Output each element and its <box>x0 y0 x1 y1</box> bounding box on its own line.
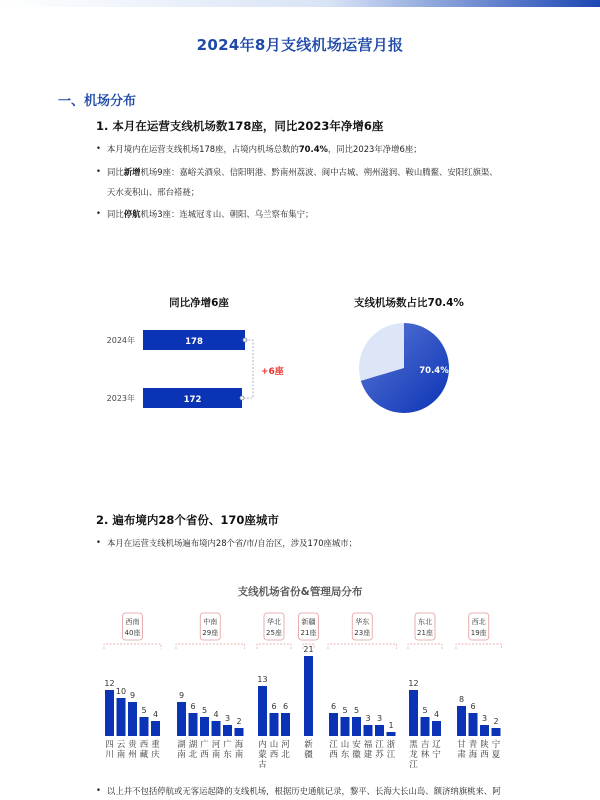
growth-diff-label: +6座 <box>261 367 284 377</box>
province-bar <box>469 713 478 736</box>
province-bar <box>128 702 137 736</box>
province-name-label: 广东 <box>223 740 232 760</box>
province-bar <box>105 690 114 736</box>
section-heading-distribution: 一、机场分布 <box>58 94 137 109</box>
province-value-label: 4 <box>152 710 159 719</box>
region-bracket <box>176 644 245 649</box>
province-name-label: 宁夏 <box>491 740 501 760</box>
region-bracket <box>408 644 442 649</box>
province-bar <box>329 713 338 736</box>
province-name-label: 江苏 <box>375 740 384 760</box>
province-name-label: 广西 <box>200 740 209 760</box>
region-name-label: 中南 <box>203 618 218 626</box>
province-bar <box>409 690 418 736</box>
province-distribution-chart <box>0 578 600 778</box>
province-name-label: 新疆 <box>304 740 313 760</box>
province-bar <box>212 721 221 736</box>
province-name-label: 青海 <box>468 740 478 760</box>
province-name-label: 山西 <box>269 740 279 760</box>
region-name-label: 新疆 <box>301 618 316 626</box>
province-name-label: 山东 <box>340 740 350 760</box>
province-name-label: 云南 <box>116 740 126 760</box>
province-value-label: 5 <box>353 706 360 715</box>
province-value-label: 6 <box>271 702 277 711</box>
province-name-label: 陕西 <box>480 740 489 760</box>
pie-value-label: 70.4% <box>419 366 449 376</box>
province-bar <box>352 717 361 736</box>
province-bar <box>200 717 209 736</box>
province-value-label: 6 <box>330 702 337 711</box>
province-bar <box>281 713 290 736</box>
province-bar <box>375 725 384 736</box>
province-bar <box>117 698 126 736</box>
region-total-label: 25座 <box>266 629 282 637</box>
province-value-label: 2 <box>493 717 499 726</box>
province-value-label: 1 <box>388 721 394 730</box>
region-total-label: 19座 <box>470 629 487 637</box>
region-bracket <box>328 644 397 649</box>
province-bar <box>189 713 198 736</box>
top-decoration-stripe <box>0 0 600 14</box>
region-bracket <box>104 644 161 649</box>
province-value-label: 8 <box>458 695 465 704</box>
province-value-label: 10 <box>115 687 127 696</box>
province-value-label: 9 <box>178 691 185 700</box>
region-bracket <box>456 644 502 649</box>
province-value-label: 5 <box>422 706 428 715</box>
province-bar <box>235 728 244 736</box>
province-name-label: 吉林 <box>420 740 430 760</box>
region-total-label: 29座 <box>202 629 219 637</box>
province-value-label: 12 <box>408 679 419 688</box>
province-bar <box>140 717 149 736</box>
province-name-label: 浙江 <box>386 740 396 760</box>
region-total-label: 21座 <box>300 629 317 637</box>
province-name-label: 辽宁 <box>432 740 441 760</box>
province-bar <box>492 728 501 736</box>
region-name-label: 西北 <box>471 618 486 626</box>
province-name-label: 安徽 <box>352 740 361 760</box>
province-chart-title: 支线机场省份&管理局分布 <box>237 586 363 598</box>
province-bar <box>151 721 160 736</box>
province-name-label: 重庆 <box>151 740 160 760</box>
province-name-label: 四川 <box>105 740 114 760</box>
region-bracket <box>257 644 291 649</box>
province-name-label: 甘肃 <box>457 740 466 760</box>
province-bar <box>457 706 466 736</box>
province-bar <box>387 732 396 736</box>
growth-bar-value-label: 172 <box>183 395 202 405</box>
subsection-heading-airport-count: 1. 本月在运营支线机场数178座，同比2023年净增6座 <box>96 119 384 133</box>
province-bar <box>177 702 186 736</box>
province-name-label: 内蒙古 <box>258 740 267 770</box>
province-value-label: 3 <box>481 714 488 723</box>
region-total-label: 23座 <box>354 629 371 637</box>
province-bar <box>480 725 489 736</box>
page-title: 2024年8月支线机场运营月报 <box>196 36 404 54</box>
province-bar <box>364 725 373 736</box>
province-value-label: 5 <box>342 706 348 715</box>
province-value-label: 6 <box>282 702 289 711</box>
province-bar <box>258 686 267 736</box>
province-bar <box>341 717 350 736</box>
region-name-label: 华东 <box>355 618 370 626</box>
region-total-label: 40座 <box>124 629 141 637</box>
province-value-label: 12 <box>104 679 115 688</box>
growth-bar-year-label: 2024年 <box>106 336 135 345</box>
province-value-label: 3 <box>365 714 371 723</box>
province-name-label: 河南 <box>211 740 221 760</box>
province-value-label: 5 <box>201 706 208 715</box>
region-total-label: 21座 <box>417 629 433 637</box>
province-bar <box>432 721 441 736</box>
growth-bar-value-label: 178 <box>185 337 203 347</box>
province-bar <box>421 717 430 736</box>
province-value-label: 3 <box>376 714 383 723</box>
growth-bar-end-marker <box>240 396 244 400</box>
province-name-label: 福建 <box>363 740 373 760</box>
region-name-label: 华北 <box>267 618 281 626</box>
province-value-label: 4 <box>433 710 440 719</box>
growth-bar-year-label: 2023年 <box>106 394 135 403</box>
province-name-label: 贵州 <box>128 740 137 760</box>
province-bar <box>270 713 279 736</box>
province-bar <box>304 656 313 736</box>
province-value-label: 4 <box>213 710 219 719</box>
region-name-label: 东北 <box>418 618 432 626</box>
province-bar <box>223 725 232 736</box>
province-name-label: 江西 <box>329 740 338 760</box>
subsection-heading-provinces: 2. 遍布境内28个省份、170座城市 <box>96 513 279 527</box>
province-value-label: 3 <box>224 714 231 723</box>
province-value-label: 2 <box>236 717 242 726</box>
province-value-label: 6 <box>470 702 476 711</box>
province-name-label: 河北 <box>281 740 290 760</box>
province-value-label: 9 <box>129 691 136 700</box>
share-pie-chart <box>345 290 495 420</box>
province-name-label: 湖北 <box>188 740 198 760</box>
growth-bar-chart <box>95 290 305 420</box>
province-value-label: 13 <box>257 675 268 684</box>
growth-chart-title: 同比净增6座 <box>169 297 229 309</box>
region-name-label: 西南 <box>125 618 140 626</box>
province-name-label: 海南 <box>234 740 244 760</box>
share-chart-title: 支线机场数占比70.4% <box>354 297 464 309</box>
province-name-label: 湖南 <box>177 740 186 760</box>
province-value-label: 21 <box>303 645 314 654</box>
province-value-label: 5 <box>141 706 147 715</box>
province-name-label: 西藏 <box>139 740 149 760</box>
province-name-label: 黑龙江 <box>409 740 418 770</box>
province-value-label: 6 <box>190 702 196 711</box>
